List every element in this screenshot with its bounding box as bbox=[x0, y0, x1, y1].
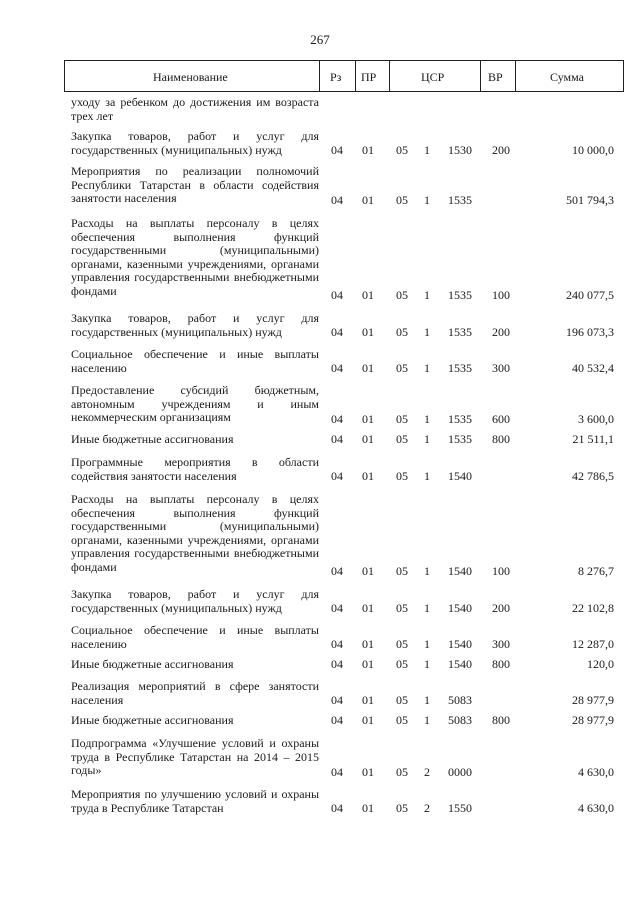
row-name: уходу за ребенком до достижения им возраста трех лет bbox=[71, 95, 319, 123]
row-rz: 04 bbox=[331, 564, 343, 579]
row-csr-3: 1550 bbox=[448, 801, 472, 816]
row-csr-1: 05 bbox=[396, 361, 408, 376]
row-pr: 01 bbox=[362, 801, 374, 816]
row-csr-3: 1535 bbox=[448, 432, 472, 447]
row-csr-1: 05 bbox=[396, 143, 408, 158]
row-rz: 04 bbox=[331, 325, 343, 340]
table-row bbox=[0, 493, 640, 579]
row-csr-1: 05 bbox=[396, 469, 408, 484]
row-sum: 40 532,4 bbox=[572, 361, 614, 376]
row-vr: 100 bbox=[492, 564, 510, 579]
header-pr: ПР bbox=[361, 70, 377, 84]
row-pr: 01 bbox=[362, 432, 374, 447]
row-rz: 04 bbox=[331, 361, 343, 376]
row-csr-1: 05 bbox=[396, 412, 408, 427]
row-csr-2: 1 bbox=[424, 432, 430, 447]
table-row bbox=[0, 624, 640, 652]
row-pr: 01 bbox=[362, 601, 374, 616]
table-row bbox=[0, 788, 640, 816]
row-csr-1: 05 bbox=[396, 564, 408, 579]
row-name: Социальное обеспечение и иные выплаты населению bbox=[71, 347, 319, 375]
row-name: Предоставление субсидий бюджетным, автономным учреждениям и иным некоммерческим организациям bbox=[71, 383, 319, 425]
row-name: Программные мероприятия в области содействия занятости населения bbox=[71, 455, 319, 483]
row-csr-2: 2 bbox=[424, 801, 430, 816]
table-row bbox=[0, 217, 640, 303]
row-pr: 01 bbox=[362, 143, 374, 158]
row-vr: 800 bbox=[492, 713, 510, 728]
table-row bbox=[0, 348, 640, 376]
table-row bbox=[0, 456, 640, 484]
table-row bbox=[0, 165, 640, 208]
row-sum: 8 276,7 bbox=[578, 564, 614, 579]
row-vr: 200 bbox=[492, 143, 510, 158]
row-rz: 04 bbox=[331, 193, 343, 208]
row-pr: 01 bbox=[362, 637, 374, 652]
row-csr-2: 1 bbox=[424, 637, 430, 652]
row-csr-2: 1 bbox=[424, 657, 430, 672]
row-csr-2: 1 bbox=[424, 361, 430, 376]
row-csr-3: 1540 bbox=[448, 601, 472, 616]
header-vr: ВР bbox=[488, 70, 503, 84]
row-csr-3: 1535 bbox=[448, 361, 472, 376]
row-vr: 300 bbox=[492, 361, 510, 376]
row-csr-1: 05 bbox=[396, 325, 408, 340]
row-pr: 01 bbox=[362, 325, 374, 340]
table-row bbox=[0, 433, 640, 447]
row-csr-2: 2 bbox=[424, 765, 430, 780]
table-row bbox=[0, 312, 640, 340]
row-sum: 3 600,0 bbox=[578, 412, 614, 427]
row-sum: 10 000,0 bbox=[572, 143, 614, 158]
row-name: Закупка товаров, работ и услуг для государственных (муниципальных) нужд bbox=[71, 311, 319, 339]
row-name: Расходы на выплаты персоналу в целях обеспечения выполнения функций государственными (муниципальными) органами, казенными учреждениями, органами управления государственными внебюджетными фондами bbox=[71, 216, 319, 298]
table-row bbox=[0, 96, 640, 123]
row-csr-2: 1 bbox=[424, 713, 430, 728]
row-csr-1: 05 bbox=[396, 637, 408, 652]
row-csr-3: 1535 bbox=[448, 412, 472, 427]
row-rz: 04 bbox=[331, 412, 343, 427]
header-sum: Сумма bbox=[550, 70, 584, 84]
row-rz: 04 bbox=[331, 143, 343, 158]
row-csr-2: 1 bbox=[424, 469, 430, 484]
row-pr: 01 bbox=[362, 193, 374, 208]
row-csr-1: 05 bbox=[396, 432, 408, 447]
row-sum: 501 794,3 bbox=[566, 193, 614, 208]
row-sum: 12 287,0 bbox=[572, 637, 614, 652]
row-pr: 01 bbox=[362, 469, 374, 484]
row-pr: 01 bbox=[362, 713, 374, 728]
row-csr-3: 0000 bbox=[448, 765, 472, 780]
row-csr-1: 05 bbox=[396, 601, 408, 616]
row-vr: 800 bbox=[492, 432, 510, 447]
table-row bbox=[0, 588, 640, 616]
row-pr: 01 bbox=[362, 693, 374, 708]
row-pr: 01 bbox=[362, 564, 374, 579]
row-name: Социальное обеспечение и иные выплаты населению bbox=[71, 623, 319, 651]
row-csr-2: 1 bbox=[424, 601, 430, 616]
row-name: Иные бюджетные ассигнования bbox=[71, 432, 234, 446]
row-csr-1: 05 bbox=[396, 713, 408, 728]
row-csr-2: 1 bbox=[424, 412, 430, 427]
table-row bbox=[0, 680, 640, 708]
row-vr: 200 bbox=[492, 325, 510, 340]
row-rz: 04 bbox=[331, 601, 343, 616]
table-row bbox=[0, 384, 640, 427]
row-csr-3: 1535 bbox=[448, 288, 472, 303]
row-csr-3: 1535 bbox=[448, 193, 472, 208]
row-sum: 4 630,0 bbox=[578, 801, 614, 816]
row-csr-3: 1540 bbox=[448, 657, 472, 672]
row-name: Реализация мероприятий в сфере занятости населения bbox=[71, 679, 319, 707]
row-sum: 240 077,5 bbox=[566, 288, 614, 303]
row-csr-2: 1 bbox=[424, 193, 430, 208]
row-csr-2: 1 bbox=[424, 693, 430, 708]
row-rz: 04 bbox=[331, 801, 343, 816]
row-vr: 300 bbox=[492, 637, 510, 652]
row-rz: 04 bbox=[331, 637, 343, 652]
table-row bbox=[0, 658, 640, 672]
row-csr-1: 05 bbox=[396, 693, 408, 708]
row-rz: 04 bbox=[331, 713, 343, 728]
row-sum: 4 630,0 bbox=[578, 765, 614, 780]
row-pr: 01 bbox=[362, 657, 374, 672]
row-rz: 04 bbox=[331, 432, 343, 447]
row-vr: 100 bbox=[492, 288, 510, 303]
row-pr: 01 bbox=[362, 361, 374, 376]
row-sum: 21 511,1 bbox=[572, 432, 614, 447]
row-sum: 42 786,5 bbox=[572, 469, 614, 484]
row-name: Иные бюджетные ассигнования bbox=[71, 713, 234, 727]
row-csr-1: 05 bbox=[396, 193, 408, 208]
table-row bbox=[0, 714, 640, 728]
row-csr-1: 05 bbox=[396, 288, 408, 303]
row-csr-3: 1540 bbox=[448, 564, 472, 579]
row-vr: 200 bbox=[492, 601, 510, 616]
table-row bbox=[0, 130, 640, 158]
row-csr-3: 1540 bbox=[448, 469, 472, 484]
row-vr: 600 bbox=[492, 412, 510, 427]
table-row bbox=[0, 737, 640, 780]
row-rz: 04 bbox=[331, 288, 343, 303]
row-csr-2: 1 bbox=[424, 143, 430, 158]
row-rz: 04 bbox=[331, 469, 343, 484]
row-csr-3: 1535 bbox=[448, 325, 472, 340]
row-pr: 01 bbox=[362, 288, 374, 303]
row-pr: 01 bbox=[362, 412, 374, 427]
row-sum: 196 073,3 bbox=[566, 325, 614, 340]
row-csr-1: 05 bbox=[396, 801, 408, 816]
header-csr: ЦСР bbox=[421, 70, 445, 84]
row-rz: 04 bbox=[331, 693, 343, 708]
header-rz: Рз bbox=[330, 70, 342, 84]
row-name: Подпрограмма «Улучшение условий и охраны труда в Республике Татарстан на 2014 – 2015 годы» bbox=[71, 736, 319, 778]
row-vr: 800 bbox=[492, 657, 510, 672]
row-name: Расходы на выплаты персоналу в целях обеспечения выполнения функций государственными (муниципальными) органами, казенными учреждениями, органами управления государственными внебюджетными фондами bbox=[71, 492, 319, 574]
row-csr-3: 1540 bbox=[448, 637, 472, 652]
row-sum: 28 977,9 bbox=[572, 693, 614, 708]
row-name: Мероприятия по реализации полномочий Республики Татарстан в области содействия занятости населения bbox=[71, 164, 319, 206]
row-rz: 04 bbox=[331, 765, 343, 780]
row-csr-2: 1 bbox=[424, 325, 430, 340]
row-name: Иные бюджетные ассигнования bbox=[71, 657, 234, 671]
row-name: Закупка товаров, работ и услуг для государственных (муниципальных) нужд bbox=[71, 129, 319, 157]
row-csr-1: 05 bbox=[396, 765, 408, 780]
row-csr-2: 1 bbox=[424, 564, 430, 579]
row-csr-3: 5083 bbox=[448, 713, 472, 728]
row-sum: 22 102,8 bbox=[572, 601, 614, 616]
row-csr-2: 1 bbox=[424, 288, 430, 303]
row-csr-1: 05 bbox=[396, 657, 408, 672]
row-sum: 120,0 bbox=[587, 657, 614, 672]
row-rz: 04 bbox=[331, 657, 343, 672]
row-csr-3: 1530 bbox=[448, 143, 472, 158]
page-number: 267 bbox=[310, 32, 330, 47]
row-name: Мероприятия по улучшению условий и охраны труда в Республике Татарстан bbox=[71, 787, 319, 815]
row-name: Закупка товаров, работ и услуг для государственных (муниципальных) нужд bbox=[71, 587, 319, 615]
row-sum: 28 977,9 bbox=[572, 713, 614, 728]
row-pr: 01 bbox=[362, 765, 374, 780]
row-csr-3: 5083 bbox=[448, 693, 472, 708]
header-name: Наименование bbox=[153, 70, 228, 84]
